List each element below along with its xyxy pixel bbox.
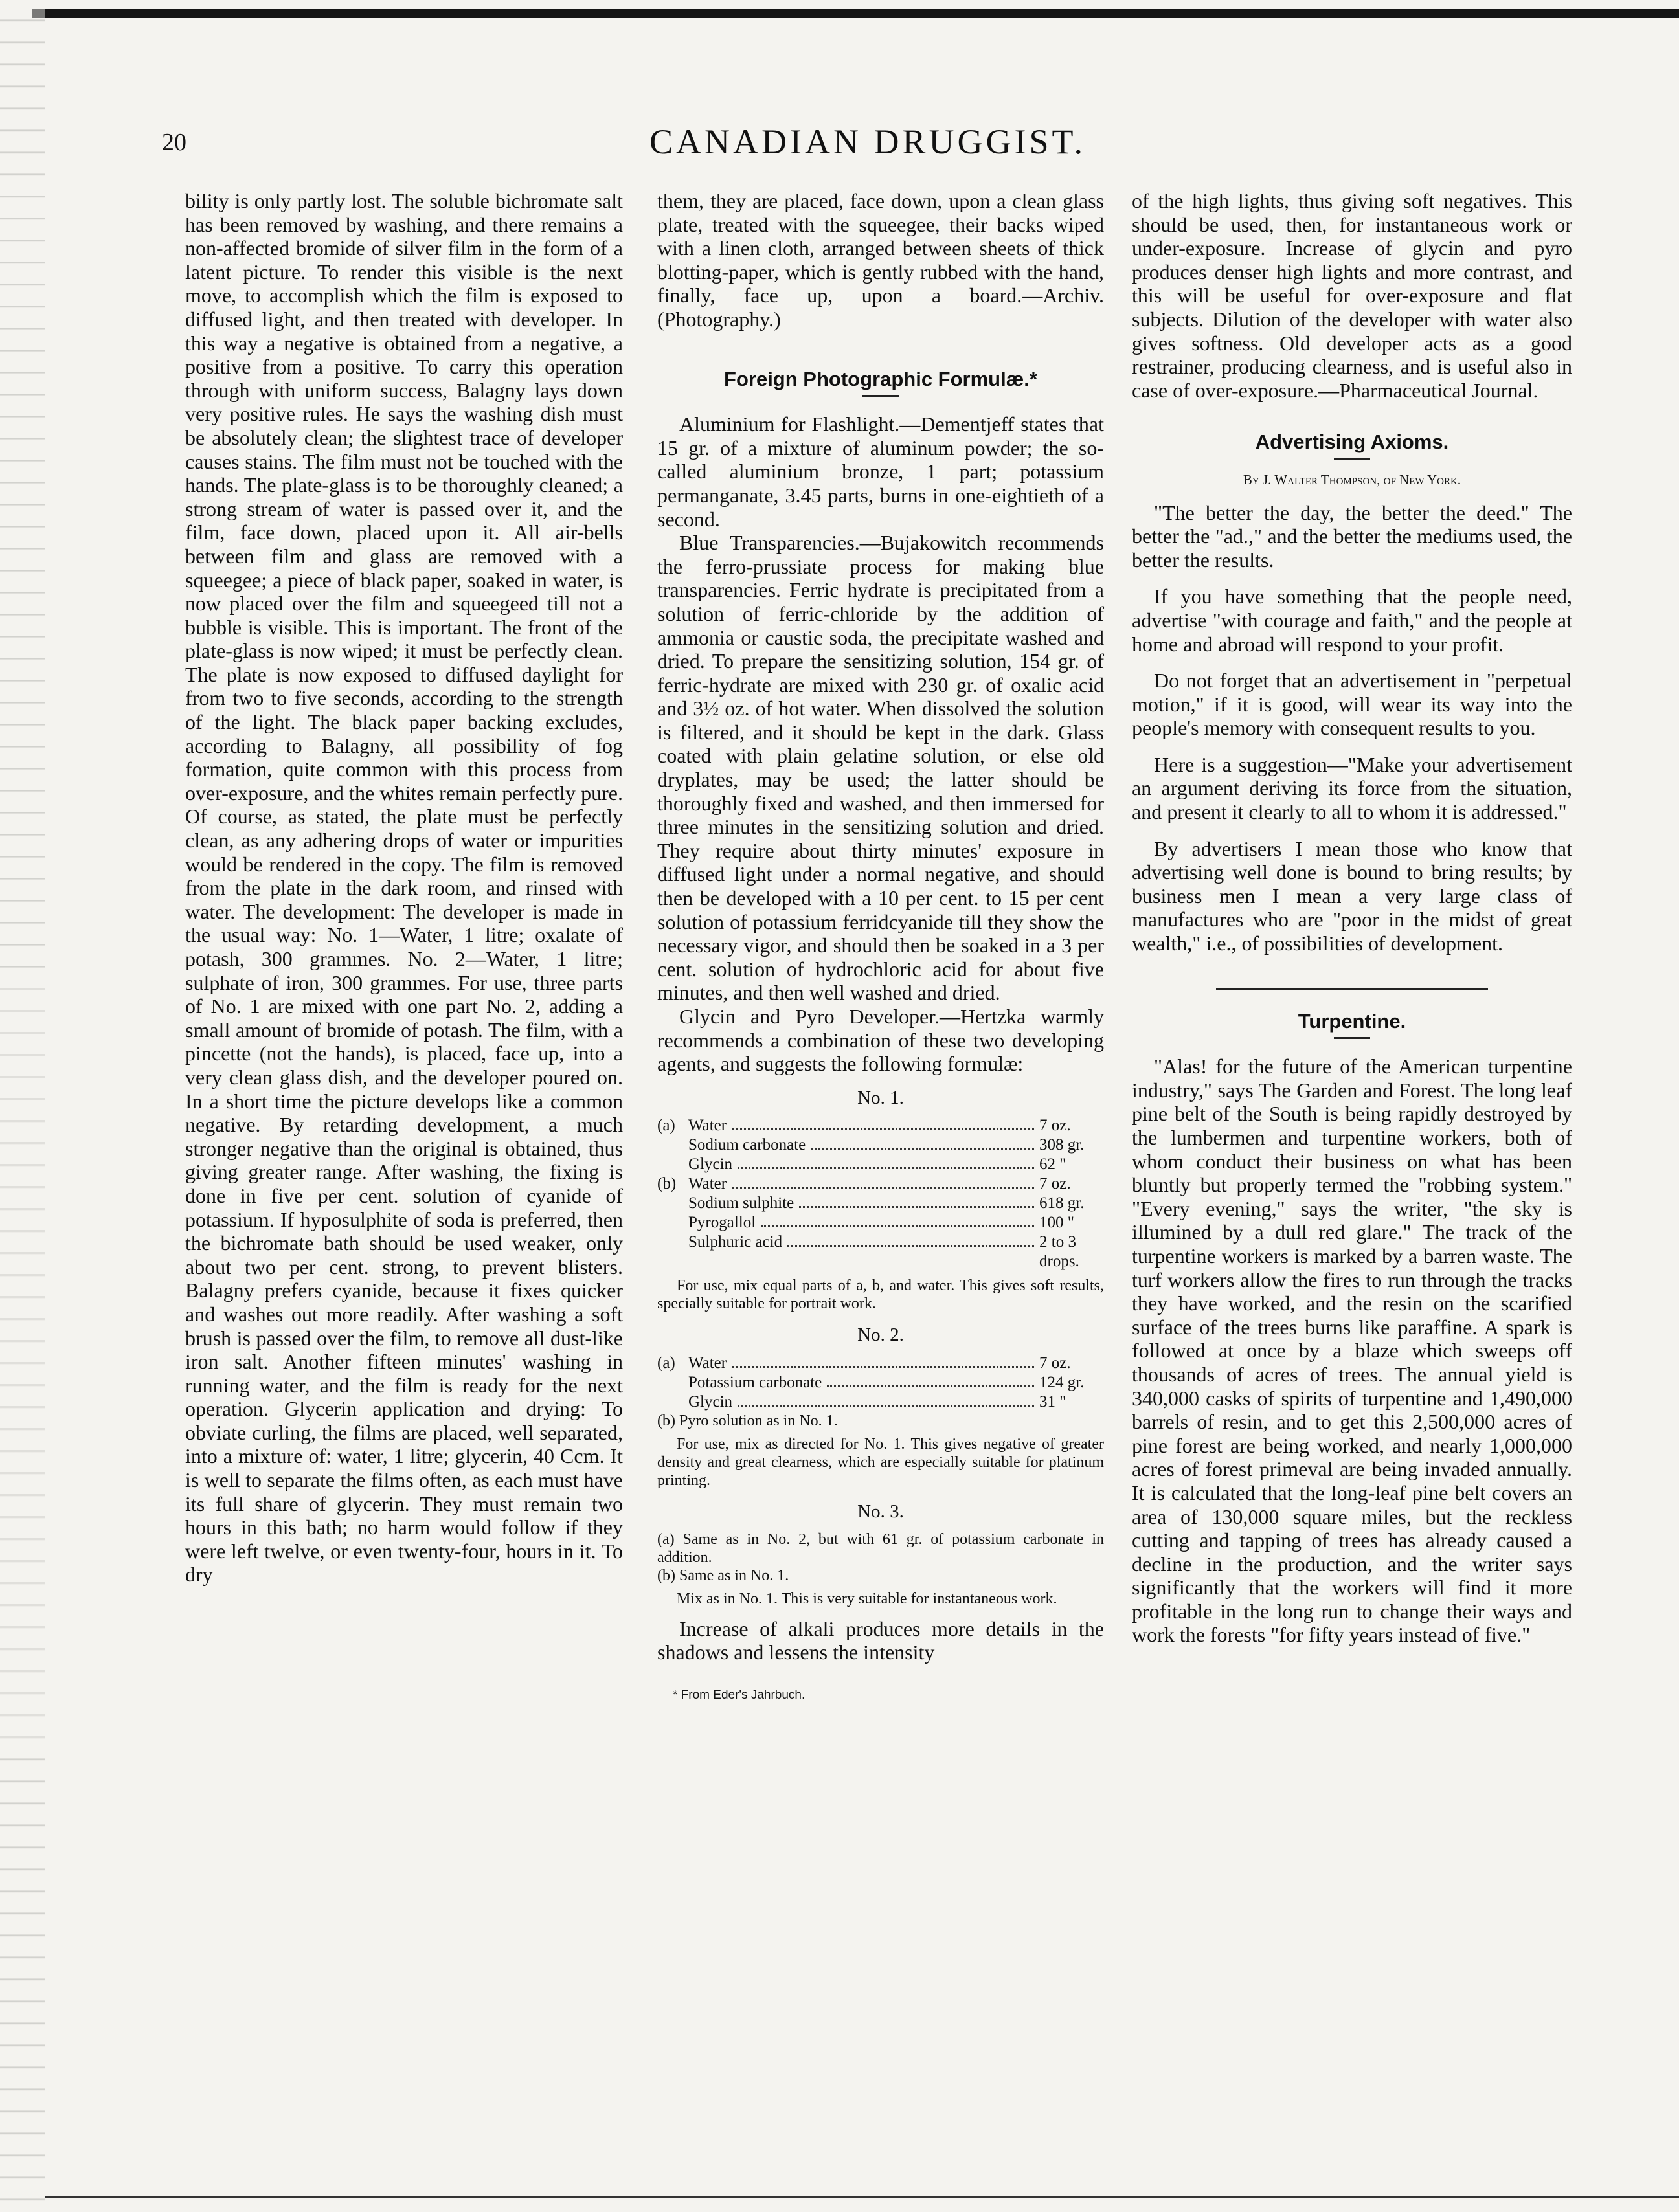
formula-row-label: (a) xyxy=(657,1117,675,1135)
adv-paragraph: If you have something that the people need, advertise "with courage and faith," and the people at home and abroad will respond to your profit. xyxy=(1132,585,1572,656)
running-title: CANADIAN DRUGGIST. xyxy=(649,122,1086,161)
formula-1-note: For use, mix equal parts of a, b, and water. This gives soft results, specially suitable for portrait work. xyxy=(657,1277,1104,1313)
formula-row xyxy=(657,1373,1104,1392)
formula-row-label: (b) xyxy=(657,1175,677,1193)
formula-row-qty: 7 oz. xyxy=(1039,1175,1071,1193)
col3-intro: of the high lights, thus giving soft negatives. This should be used, then, for instantaneous work or under-exposure. Increase of glycin and pyro produces denser high lights and more contrast, and this will be useful for over-exposure and flat subjects. Dilution of the developer with water also gives softness. Old developer acts as a good restrainer, producing clearness, and is useful also in case of over-exposure.—Pharmaceutical Journal. xyxy=(1132,189,1572,402)
formula-row-name: Sodium carbonate xyxy=(688,1136,806,1154)
formula-3-title: No. 3. xyxy=(857,1501,904,1522)
heading-turpentine: Turpentine. xyxy=(1298,1009,1406,1033)
formula-3-note: Mix as in No. 1. This is very suitable for instantaneous work. xyxy=(677,1590,1057,1607)
formula-3-b-line: (b) Same as in No. 1. xyxy=(657,1567,789,1584)
formula-row-name: Sulphuric acid xyxy=(688,1233,783,1251)
column-2 xyxy=(657,189,1104,1707)
formula-row xyxy=(657,1233,1104,1271)
formula-row xyxy=(657,1392,1104,1412)
formula-3-a-line: (a) Same as in No. 2, but with 61 gr. of potassium carbonate in addition. xyxy=(657,1530,1104,1566)
formula-1-title: No. 1. xyxy=(857,1087,904,1108)
formula-row-name: Water xyxy=(688,1117,727,1135)
paragraph-closing: Increase of alkali produces more details in the shadows and lessens the intensity xyxy=(657,1616,1104,1664)
footnote: * From Eder's Jahrbuch. xyxy=(673,1688,806,1702)
formula-row-name: Water xyxy=(688,1175,727,1193)
col2-intro: them, they are placed, face down, upon a clean glass plate, treated with the squeegee, their backs wiped with a linen cloth, arranged between sheets of thick blotting-paper, which is gently rubbed with the hand, finally, face up, upon a board.—Archiv. (Photography.) xyxy=(657,189,1104,331)
formula-row-name: Pyrogallol xyxy=(688,1214,756,1232)
formula-row-name: Sodium sulphite xyxy=(688,1194,794,1212)
paragraph-glycin-pyro: Glycin and Pyro Developer.—Hertzka warmly recommends a combination of these two developing agents, and suggests the following formulæ: xyxy=(657,1005,1104,1076)
col1-paragraph: bility is only partly lost. The soluble bichromate salt has been removed by washing, and there remains a non-affected bromide of silver film in the form of a latent picture. To render this visible is the next move, to accomplish which the film is exposed to diffused light, and then treated with developer. In this way a negative is obtained from a negative, a positive from a positive. To carry this operation through with uniform success, Balagny lays down very positive rules. He says the washing dish must be absolutely clean; the slightest trace of developer causes stains. The film must not be touched with the hands. The plate-glass is to be thoroughly cleaned; a strong stream of water is passed over it, and the film, face down, placed upon it. All air-bells between film and glass are removed with a squeegee; a piece of black paper, soaked in water, is now placed over the film and squeegeed till not a bubble is visible. This is important. The front of the plate-glass is now wiped; it must be perfectly clean. The plate is now exposed to diffused daylight for from two to five seconds, according to the strength of the light. The black paper backing excludes, according to Balagny, all possibility of fog formation, quite common with this process from over-exposure, and the whites remain perfectly pure. Of course, as stated, the plate must be perfectly clean, as any adhering drops of water or impurities would be rendered in the copy. The film is removed from the plate in the dark room, and rinsed with water. The development: The developer is made in the usual way: No. 1—Water, 1 litre; oxalate of potash, 300 grammes. No. 2—Water, 1 litre; sulphate of iron, 300 grammes. For use, three parts of No. 1 are mixed with one part No. 2, adding a small amount of bromide of potash. The film, with a pincette (not the hands), is placed, face up, into a very clean glass dish, and the developer poured on. In a short time the picture develops like a common negative. By retarding development, a much stronger negative than the original is obtained, thus giving greater range. After washing, the fixing is done in five per cent. solution of cyanide of potassium. If hyposulphite of soda is preferred, then the bichromate bath should be used weaker, only about two per cent. strong, to prevent blisters. Balagny prefers cyanide, because it fixes quicker and washes out more readily. After washing a soft brush is passed over the film, to remove all dust-like iron salt. Another fifteen minutes' washing in running water, and the film is ready for the next operation. Glycerin application and drying: To obviate curling, the films are placed, well separated, into a mixture of: water, 1 litre; glycerin, 40 Ccm. It is well to separate the films often, as each must have its full share of glycerin. They must remain two hours in this bath; no harm would follow if they were left twelve, or even twenty-four, hours in it. To dry xyxy=(185,189,623,1587)
formula-row xyxy=(657,1213,1104,1233)
formula-row-qty: 31 " xyxy=(1039,1392,1066,1411)
formula-row-label: (a) xyxy=(657,1354,675,1372)
formula-row xyxy=(657,1194,1104,1213)
formula-row-qty: 62 " xyxy=(1039,1156,1066,1174)
formula-2-note: For use, mix as directed for No. 1. This gives negative of greater density and great clearness, which are especially suitable for platinum printing. xyxy=(657,1435,1104,1489)
page-header xyxy=(162,122,1573,180)
paragraph-aluminium: Aluminium for Flashlight.—Dementjeff states that 15 gr. of a mixture of aluminum powder; the so-called aluminium bronze, 1 part; potassium permanganate, 3.45 parts, burns in one-eightieth of a second. xyxy=(657,412,1104,531)
column-3 xyxy=(1132,189,1572,1647)
heading-rule xyxy=(862,395,899,397)
section-rule xyxy=(1216,988,1488,990)
heading-rule xyxy=(1334,458,1370,460)
formula-row-name: Glycin xyxy=(688,1392,733,1411)
formula-row xyxy=(657,1135,1104,1155)
adv-paragraph: "The better the day, the better the deed." The better the "ad.," and the better the mediums used, the better the results. xyxy=(1132,500,1572,572)
page-number: 20 xyxy=(162,129,186,156)
formula-row-qty: 100 " xyxy=(1039,1214,1074,1232)
top-border-rule xyxy=(32,9,1679,18)
scan-left-edge xyxy=(0,0,45,2212)
formula-row-qty: 7 oz. xyxy=(1039,1117,1071,1135)
formula-row-qty: 2 to 3 drops. xyxy=(1039,1233,1079,1271)
formula-row-name: Potassium carbonate xyxy=(688,1373,822,1391)
heading-foreign-formulae: Foreign Photographic Formulæ.* xyxy=(724,367,1037,390)
adv-paragraph: Here is a suggestion—"Make your advertisement an argument deriving its force from the situation, and present it clearly to all to whom it is addressed." xyxy=(1132,752,1572,824)
formula-2-b-line: (b) Pyro solution as in No. 1. xyxy=(657,1412,838,1429)
adv-paragraph: Do not forget that an advertisement in "perpetual motion," if it is good, will wear its way into the people's memory with consequent results to you. xyxy=(1132,669,1572,740)
column-1 xyxy=(185,189,623,1587)
bottom-border-rule xyxy=(45,2196,1679,2198)
formula-row-qty: 308 gr. xyxy=(1039,1136,1085,1154)
formula-2-title: No. 2. xyxy=(857,1324,904,1346)
formula-row-qty: 124 gr. xyxy=(1039,1373,1085,1391)
heading-rule xyxy=(1334,1037,1370,1039)
byline: By J. Walter Thompson, of New York. xyxy=(1243,471,1461,487)
formula-row-name: Glycin xyxy=(688,1156,733,1174)
heading-advertising-axioms: Advertising Axioms. xyxy=(1255,430,1449,454)
formula-row xyxy=(657,1155,1104,1174)
formula-row-qty: 618 gr. xyxy=(1039,1194,1085,1212)
formula-row-name: Water xyxy=(688,1354,727,1372)
paragraph-blue-transparencies: Blue Transparencies.—Bujakowitch recommends the ferro-prussiate process for making blue transparencies. Ferric hydrate is precipitated from a solution of ferric-chloride by the addition of ammonia or caustic soda, the precipitate washed and dried. To prepare the sensitizing solution, 154 gr. of ferric-hydrate are mixed with 230 gr. of oxalic acid and 3½ oz. of hot water. When dissolved the solution is filtered, and it should be kept in the dark. Glass coated with plain gelatine solution, or else old dryplates, may be used; the latter should be thoroughly fixed and washed, and then immersed for three minutes in the sensitizing solution and dried. They require about thirty minutes' exposure in diffused light under a normal negative, and should then be developed with a 10 per cent. to 15 per cent solution of potassium ferridcyanide till they show the necessary vigor, and should then be soaked in a 3 per cent. solution of hydrochloric acid for about five minutes, and then well washed and dried. xyxy=(657,531,1104,1005)
formula-row xyxy=(657,1116,1104,1135)
formula-2-table xyxy=(657,1354,1104,1412)
formula-1-table xyxy=(657,1116,1104,1271)
formula-row xyxy=(657,1174,1104,1194)
adv-paragraph: By advertisers I mean those who know that advertising well done is bound to bring results; by business men I mean a very large class of manufactures who are "poor in the midst of great wealth," i.e., of possibilities of development. xyxy=(1132,836,1572,955)
formula-row-qty: 7 oz. xyxy=(1039,1354,1071,1372)
formula-row xyxy=(657,1354,1104,1373)
turpentine-paragraph: "Alas! for the future of the American turpentine industry," says The Garden and Forest. The long leaf pine belt of the South is being rapidly destroyed by the lumbermen and turpentine workers, both of whom conduct their business on what has been bluntly but properly termed the "robbing system." "Every evening," says the writer, "the sky is illumined by a dull red glare." The track of the turpentine workers is marked by a barren waste. The turf workers allow the fires to run through the tracks they have worked, and the resin on the scarified surface of the trees burns like paraffine. A spark is followed at once by a blaze which sweeps off thousands of acres of trees. The annual yield is 340,000 casks of spirits of turpentine and 1,490,000 barrels of resin, and to get this 2,500,000 acres of pine forest are being worked, and nearly 1,000,000 acres of forest primeval are being invaded annually. It is calculated that the long-leaf pine belt covers an area of 130,000 square miles, but the reckless cutting and tapping of trees has already caused a decline in the production, and the writer says significantly that the workers will find it more profitable in the long run to change their ways and work the forests "for fifty years instead of five." xyxy=(1132,1055,1572,1647)
